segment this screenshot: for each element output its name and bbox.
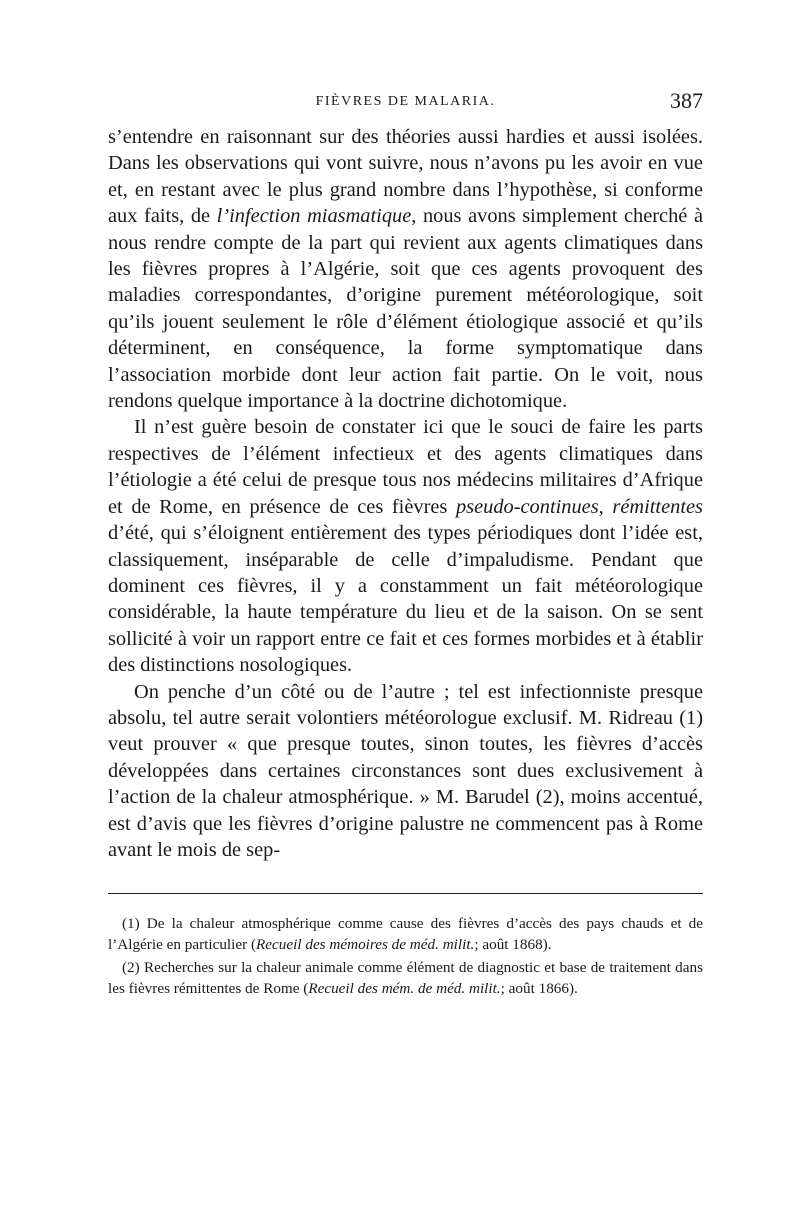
text-run: On penche d’un côté ou de l’autre ; tel est infectionniste presque absolu, tel autre serait volontiers météorologue exclusif. M. Ridreau (1) veut prouver « que presque toutes, sinon toutes, les fièvres d’accès développées dans certaines circonstances sont dues exclusivement à l’action de la chaleur atmosphérique. » M. Barudel (2), moins accentué, est d’avis que les fièvres d’origine palustre ne commencent pas à Rome avant le mois de sep-	[108, 680, 703, 861]
italic-term: pseudo-continues	[455, 495, 599, 518]
text-run: ,	[598, 495, 613, 518]
text-run: (1) De la chaleur atmosphérique comme cause des fièvres d’accès des pays chauds et de l’Algérie en particulier (	[108, 915, 703, 954]
text-run: ; août 1868).	[474, 936, 552, 954]
italic-citation: Recueil des mém. de méd. milit.	[308, 979, 501, 997]
text-run: , nous avons simplement cherché à nous rendre compte de la part qui revient aux agents climatiques dans les fièvres propres à l’Algérie, soit que ces agents provoquent des maladies correspondantes, d’origine purement météorologique, soit qu’ils jouent seulement le rôle d’élément étiologique associé et qu’ils déterminent, en conséquence, la forme symptomatique dans l’association morbide dont leur action fait partie. On le voit, nous rendons quelque importance à la doctrine dichotomique.	[108, 205, 703, 413]
paragraph-2	[108, 414, 703, 678]
running-head	[108, 88, 703, 124]
footnote-1	[108, 914, 703, 956]
page-number: 387	[670, 88, 703, 113]
footnote-2	[108, 958, 703, 1000]
text-run: Il n’est guère besoin de constater ici que le souci de faire les parts respectives de l’élément infectieux et des agents climatiques dans l’étiologie a été celui de presque tous nos médecins militaires d’Afrique et de Rome, en présence de ces fièvres	[108, 416, 703, 518]
italic-term: rémittentes	[612, 495, 703, 518]
paragraph-1	[108, 124, 703, 414]
running-title: FIÈVRES DE MALARIA.	[315, 94, 496, 109]
footnote-divider	[108, 893, 703, 894]
text-run: s’entendre en raisonnant sur des théories aussi hardies et aussi isolées. Dans les observations qui vont suivre, nous n’avons pu les avoir en vue et, en restant avec le plus grand nombre dans l’hypothèse, si conforme aux faits, de	[108, 126, 703, 228]
text-run: ; août 1866).	[500, 979, 578, 997]
footnotes	[108, 914, 703, 999]
italic-citation: Recueil des mémoires de méd. milit.	[256, 936, 475, 954]
paragraph-3	[108, 679, 703, 864]
body-text	[108, 124, 703, 863]
text-run: d’été, qui s’éloignent entièrement des types périodiques dont l’idée est, classiquement, inséparable de celle d’impaludisme. Pendant que dominent ces fièvres, il y a constamment un fait météorologique considérable, la haute température du lieu et de la saison. On se sent sollicité à voir un rapport entre ce fait et ces formes morbides et à établir des distinctions nosologiques.	[108, 522, 703, 677]
text-run: (2) Recherches sur la chaleur animale comme élément de diagnostic et base de traitement dans les fièvres rémittentes de Rome (	[108, 958, 703, 997]
italic-term: l’infection miasmatique	[216, 205, 412, 228]
book-page	[108, 88, 703, 1002]
